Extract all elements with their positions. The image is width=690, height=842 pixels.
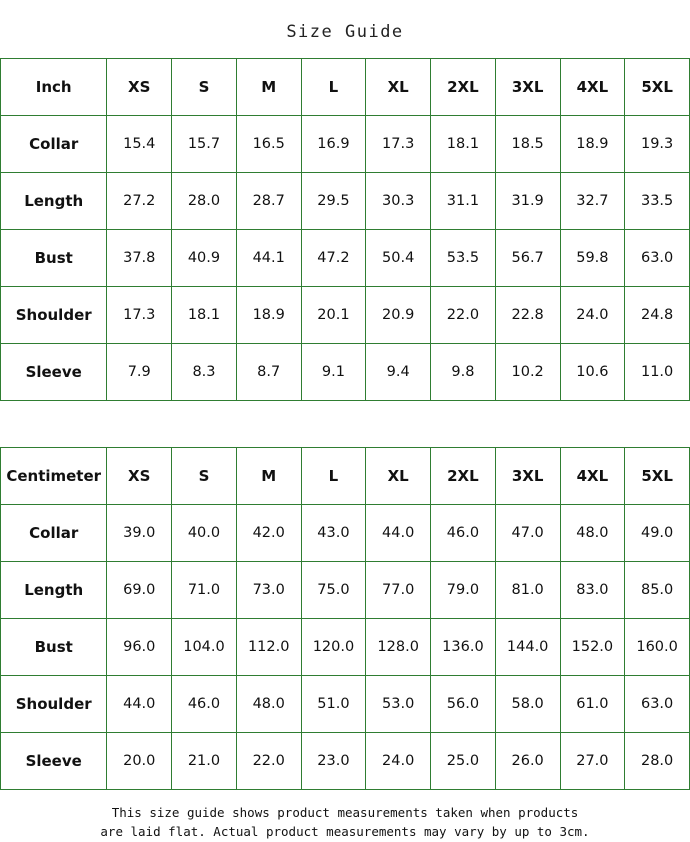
cell-value: 22.0 — [236, 733, 301, 790]
column-header-m: M — [236, 448, 301, 505]
cell-value: 56.7 — [495, 230, 560, 287]
cell-value: 23.0 — [301, 733, 366, 790]
cell-value: 51.0 — [301, 676, 366, 733]
cell-value: 44.0 — [107, 676, 172, 733]
column-header-l: L — [301, 59, 366, 116]
column-header-xl: XL — [366, 448, 431, 505]
unit-label-centimeter: Centimeter — [1, 448, 107, 505]
cell-value: 30.3 — [366, 173, 431, 230]
table-header-row — [1, 59, 690, 116]
page-title: Size Guide — [286, 22, 404, 42]
cell-value: 85.0 — [625, 562, 690, 619]
cell-value: 21.0 — [172, 733, 237, 790]
cell-value: 42.0 — [236, 505, 301, 562]
cell-value: 63.0 — [625, 230, 690, 287]
cell-value: 144.0 — [495, 619, 560, 676]
column-header-2xl: 2XL — [431, 448, 496, 505]
cell-value: 17.3 — [107, 287, 172, 344]
cell-value: 18.9 — [560, 116, 625, 173]
row-label-bust: Bust — [1, 230, 107, 287]
cell-value: 28.7 — [236, 173, 301, 230]
cell-value: 9.4 — [366, 344, 431, 401]
table-row — [1, 562, 690, 619]
column-header-s: S — [172, 59, 237, 116]
column-header-4xl: 4XL — [560, 448, 625, 505]
cell-value: 104.0 — [172, 619, 237, 676]
cell-value: 61.0 — [560, 676, 625, 733]
cell-value: 83.0 — [560, 562, 625, 619]
cell-value: 47.0 — [495, 505, 560, 562]
cell-value: 24.0 — [366, 733, 431, 790]
size-table-inch — [0, 58, 690, 401]
cell-value: 22.0 — [431, 287, 496, 344]
row-label-bust: Bust — [1, 619, 107, 676]
column-header-3xl: 3XL — [495, 448, 560, 505]
cell-value: 59.8 — [560, 230, 625, 287]
cell-value: 24.0 — [560, 287, 625, 344]
cell-value: 71.0 — [172, 562, 237, 619]
table-row — [1, 505, 690, 562]
cell-value: 79.0 — [431, 562, 496, 619]
cell-value: 37.8 — [107, 230, 172, 287]
cell-value: 27.0 — [560, 733, 625, 790]
cell-value: 32.7 — [560, 173, 625, 230]
row-label-shoulder: Shoulder — [1, 676, 107, 733]
column-header-m: M — [236, 59, 301, 116]
table-spacer — [0, 401, 690, 447]
cell-value: 18.9 — [236, 287, 301, 344]
size-table-centimeter — [0, 447, 690, 790]
cell-value: 10.2 — [495, 344, 560, 401]
table-row — [1, 287, 690, 344]
cell-value: 53.5 — [431, 230, 496, 287]
cell-value: 16.9 — [301, 116, 366, 173]
cell-value: 28.0 — [625, 733, 690, 790]
row-label-collar: Collar — [1, 505, 107, 562]
cell-value: 44.0 — [366, 505, 431, 562]
column-header-xs: XS — [107, 59, 172, 116]
cell-value: 128.0 — [366, 619, 431, 676]
column-header-3xl: 3XL — [495, 59, 560, 116]
cell-value: 11.0 — [625, 344, 690, 401]
table-row — [1, 619, 690, 676]
cell-value: 160.0 — [625, 619, 690, 676]
column-header-2xl: 2XL — [431, 59, 496, 116]
row-label-collar: Collar — [1, 116, 107, 173]
cell-value: 16.5 — [236, 116, 301, 173]
cell-value: 69.0 — [107, 562, 172, 619]
cell-value: 20.9 — [366, 287, 431, 344]
cell-value: 39.0 — [107, 505, 172, 562]
column-header-xl: XL — [366, 59, 431, 116]
cell-value: 50.4 — [366, 230, 431, 287]
unit-label-inch: Inch — [1, 59, 107, 116]
table-header-row — [1, 448, 690, 505]
cell-value: 120.0 — [301, 619, 366, 676]
row-label-sleeve: Sleeve — [1, 344, 107, 401]
column-header-4xl: 4XL — [560, 59, 625, 116]
cell-value: 112.0 — [236, 619, 301, 676]
cell-value: 9.8 — [431, 344, 496, 401]
cell-value: 24.8 — [625, 287, 690, 344]
footnote-line-2: are laid flat. Actual product measurements may vary by up to 3cm. — [100, 823, 590, 839]
row-label-shoulder: Shoulder — [1, 287, 107, 344]
cell-value: 56.0 — [431, 676, 496, 733]
row-label-length: Length — [1, 562, 107, 619]
cell-value: 48.0 — [236, 676, 301, 733]
cell-value: 47.2 — [301, 230, 366, 287]
cell-value: 40.0 — [172, 505, 237, 562]
column-header-s: S — [172, 448, 237, 505]
cell-value: 77.0 — [366, 562, 431, 619]
cell-value: 19.3 — [625, 116, 690, 173]
table-row — [1, 344, 690, 401]
cell-value: 15.4 — [107, 116, 172, 173]
cell-value: 18.5 — [495, 116, 560, 173]
footnote — [0, 804, 690, 842]
cell-value: 152.0 — [560, 619, 625, 676]
cell-value: 40.9 — [172, 230, 237, 287]
cell-value: 33.5 — [625, 173, 690, 230]
cell-value: 43.0 — [301, 505, 366, 562]
table-row — [1, 230, 690, 287]
cell-value: 8.3 — [172, 344, 237, 401]
cell-value: 28.0 — [172, 173, 237, 230]
cell-value: 17.3 — [366, 116, 431, 173]
row-label-length: Length — [1, 173, 107, 230]
cell-value: 31.1 — [431, 173, 496, 230]
cell-value: 10.6 — [560, 344, 625, 401]
cell-value: 96.0 — [107, 619, 172, 676]
table-row — [1, 676, 690, 733]
cell-value: 22.8 — [495, 287, 560, 344]
cell-value: 20.0 — [107, 733, 172, 790]
cell-value: 136.0 — [431, 619, 496, 676]
column-header-xs: XS — [107, 448, 172, 505]
cell-value: 18.1 — [431, 116, 496, 173]
cell-value: 9.1 — [301, 344, 366, 401]
cell-value: 29.5 — [301, 173, 366, 230]
cell-value: 58.0 — [495, 676, 560, 733]
row-label-sleeve: Sleeve — [1, 733, 107, 790]
cell-value: 53.0 — [366, 676, 431, 733]
cell-value: 81.0 — [495, 562, 560, 619]
cell-value: 63.0 — [625, 676, 690, 733]
cell-value: 15.7 — [172, 116, 237, 173]
cell-value: 18.1 — [172, 287, 237, 344]
cell-value: 8.7 — [236, 344, 301, 401]
column-header-5xl: 5XL — [625, 448, 690, 505]
cell-value: 48.0 — [560, 505, 625, 562]
cell-value: 46.0 — [172, 676, 237, 733]
cell-value: 75.0 — [301, 562, 366, 619]
cell-value: 44.1 — [236, 230, 301, 287]
table-row — [1, 116, 690, 173]
cell-value: 31.9 — [495, 173, 560, 230]
cell-value: 26.0 — [495, 733, 560, 790]
cell-value: 73.0 — [236, 562, 301, 619]
cell-value: 20.1 — [301, 287, 366, 344]
cell-value: 46.0 — [431, 505, 496, 562]
cell-value: 7.9 — [107, 344, 172, 401]
cell-value: 49.0 — [625, 505, 690, 562]
cell-value: 27.2 — [107, 173, 172, 230]
footnote-line-1: This size guide shows product measurements taken when products — [111, 805, 579, 820]
table-row — [1, 733, 690, 790]
column-header-5xl: 5XL — [625, 59, 690, 116]
cell-value: 25.0 — [431, 733, 496, 790]
column-header-l: L — [301, 448, 366, 505]
table-row — [1, 173, 690, 230]
